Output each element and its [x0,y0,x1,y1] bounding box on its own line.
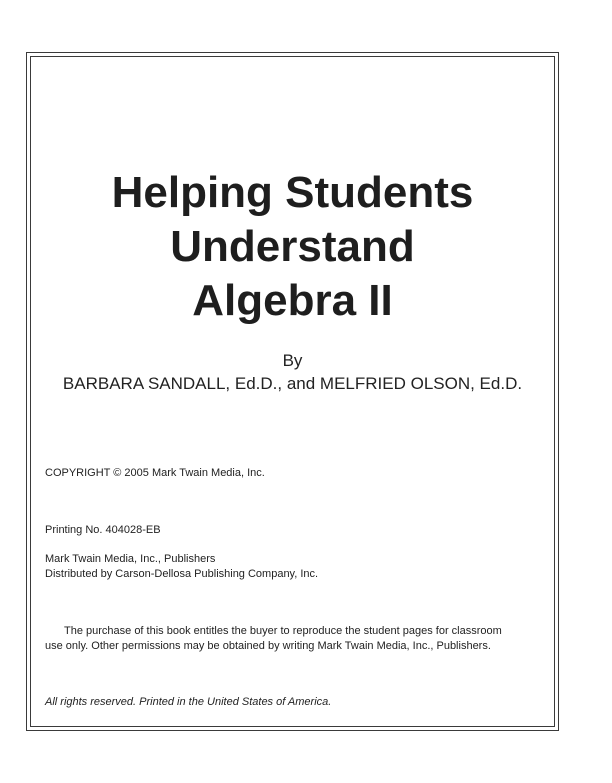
rights-statement: All rights reserved. Printed in the United States of America. [45,696,332,708]
title-line-3: Algebra II [192,276,393,325]
authors: BARBARA SANDALL, Ed.D., and MELFRIED OLSON, Ed.D. [62,374,523,393]
by-label: By [282,351,303,370]
purchase-notice [45,624,545,654]
purchase-notice-line-1: The purchase of this book entitles the buyer to reproduce the student pages for classroom [64,625,502,637]
copyright-notice: COPYRIGHT © 2005 Mark Twain Media, Inc. [45,467,265,479]
distributor-line: Distributed by Carson-Dellosa Publishing Company, Inc. [45,568,319,580]
printing-number: Printing No. 404028-EB [45,524,161,536]
publisher-line: Mark Twain Media, Inc., Publishers [45,553,216,565]
title-line-2: Understand [170,222,415,271]
title-line-1: Helping Students [111,168,474,217]
book-title [30,166,555,328]
purchase-notice-line-2: use only. Other permissions may be obtained by writing Mark Twain Media, Inc., Publishers. [45,640,491,652]
